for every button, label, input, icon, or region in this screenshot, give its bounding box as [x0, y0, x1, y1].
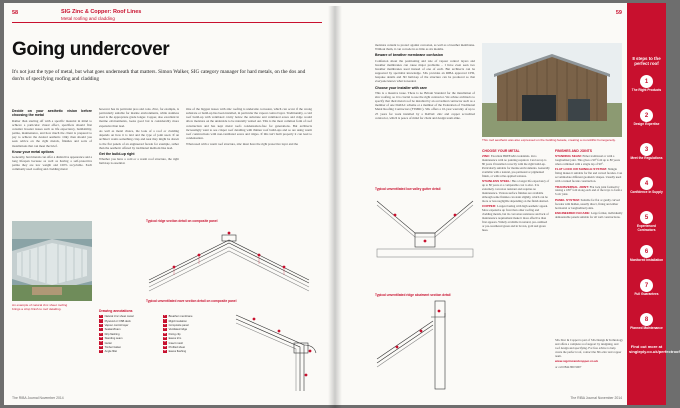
- legend-item: [99, 341, 163, 344]
- legend-label: Eaves trim: [168, 337, 182, 341]
- legend-number: 4: [164, 319, 166, 322]
- legend-item: [99, 328, 163, 331]
- drawing-title: Typical ridge section detail on composite panel: [146, 219, 218, 223]
- legend-item: [99, 333, 163, 336]
- list-item: [482, 155, 550, 178]
- paragraph: Rather than starting off with a specific material in mind to achieve a particular visual effect, specifiers should first consider broader issues such as life expectancy, buildability, patina, maintenance, and how much the client is prepared to pay to achieve the desired aesthetic. Only then should you seek advice on the right metals, finishes and sorts of installations that can meet the brief.: [12, 118, 92, 148]
- section-subtitle: Metal roofing and cladding: [61, 16, 115, 21]
- truck-supply-icon: 4: [640, 177, 653, 190]
- sidebar-footer[interactable]: Find out more at singleply.co.uk/perfectroof: [629, 344, 680, 354]
- body-column-1: [12, 107, 92, 173]
- finishes-heading: FINISHES AND JOINTS: [555, 149, 592, 153]
- sidebar-step-label: The Right Products: [631, 88, 662, 92]
- list-item: [555, 186, 623, 198]
- item-text: Large format, individually demountable panels suitable for all wall constructions.: [555, 211, 623, 220]
- sidebar-step-label: Confidence in Supply: [630, 190, 663, 194]
- legend-number: 8: [164, 328, 166, 331]
- choose-metal-heading: CHOOSE YOUR METAL: [482, 149, 520, 153]
- legend-item: [99, 337, 163, 340]
- paragraph: however has its particular pros and cons. Zinc, for example, is particularly suitable for marine environments, while stainless steel is the appropriate grade longer. Copper, also excellent in marine environments, looks good but is considerably more expensive than lead.: [99, 107, 179, 128]
- sidebar-step: [629, 177, 664, 195]
- magnifier-icon: 6: [640, 245, 653, 258]
- calendar-icon: 8: [640, 313, 653, 326]
- legend-number: 9: [100, 332, 102, 335]
- steps-sidebar: [627, 3, 680, 405]
- legend-label: Standing seam: [104, 337, 123, 341]
- legend-item: [163, 350, 227, 353]
- legend-number: 16: [163, 345, 167, 348]
- sidebar-step: [629, 313, 664, 331]
- list-item: [555, 168, 623, 184]
- legend-number: 5: [100, 323, 102, 326]
- valley-gutter-drawing: [375, 193, 475, 261]
- sidebar-step: [629, 245, 664, 263]
- sidebar-step: [629, 143, 664, 161]
- legend-item: [99, 319, 163, 322]
- subheading: Decide on your aesthetic vision before choosing the metal: [12, 109, 92, 118]
- magazine-spread: [4, 3, 680, 405]
- zinc-roof-photo: [12, 221, 92, 301]
- legend-item: [163, 337, 227, 340]
- legend-label: Gutter: [104, 341, 113, 345]
- legend-number: 2: [164, 315, 166, 318]
- sidebar-step-label: Full Guarantees: [634, 292, 659, 296]
- subheading: Beware of breather membrane confusion: [375, 53, 444, 58]
- photo-caption: This roof aesthetic was also expressed on the building facade, creating a monolithic homogeneity.: [482, 138, 616, 142]
- legend-item: [99, 346, 163, 349]
- building-facade-photo: [482, 43, 622, 137]
- legend-label: Fixing clip: [168, 332, 181, 336]
- checklist-icon: 3: [640, 143, 653, 156]
- eave-section-drawing: [234, 305, 324, 393]
- legend-label: Eaves flashing: [168, 350, 187, 354]
- ridge-section-drawing: [144, 225, 314, 295]
- contact-text: SIG Zinc & Copper is part of SIG Design & Technology and offers a complete roof support by designing, and roof design and specifying. For free advice to help create the perfect roof, contact the SIG zinc and copper team.: [555, 338, 623, 358]
- legend-label: Plywood or OSB deck: [104, 319, 131, 323]
- legend-label: Breather membrane: [168, 315, 193, 319]
- paragraph: Confusion about the positioning and role of vapour control layers and breather membranes can cause major problems – I have even seen two breather membranes used instead of one of each. But architects can be supported by specialist knowledge. SIG provides an RIBA approved CPD, bespoke details and 3D build-up of the structure can be produced so that everyone knows what is needed.: [375, 58, 475, 84]
- legend-item: [163, 324, 227, 327]
- photo-caption: An example of natural zinc sheet roofing brings a crisp finish to roof detailing.: [12, 303, 68, 311]
- sidebar-step: [629, 279, 664, 297]
- legend-number: 15: [99, 345, 103, 348]
- legend-label: Insect mesh: [168, 341, 184, 345]
- item-name: COPPER:: [482, 204, 497, 209]
- legend-label: Vapour control layer: [104, 323, 129, 327]
- legend-number: 12: [163, 337, 167, 340]
- legend-number: 13: [99, 341, 103, 344]
- drawing-title: Typical unventilated ridge abutment section detail: [375, 293, 451, 297]
- article-headline: Going undercover: [12, 39, 170, 60]
- item-name: FLAT LOCK OR SHINGLE SYSTEM:: [555, 167, 608, 172]
- legend-label: Composite panel: [168, 323, 189, 327]
- legend-label: Natural zinc sheet metal: [104, 315, 134, 319]
- metals-list: [482, 155, 550, 234]
- shield-guarantee-icon: 7: [640, 279, 653, 292]
- finishes-list: [555, 155, 623, 222]
- legend-item: [163, 315, 227, 318]
- paragraph: One of the biggest issues with zinc roofing is underside corrosion, which can occur if the wrong substrate or build-up has been installed, in particular the vapour control layer. Traditionally, a cold roof build-up with ventilated cavity below the substrate and ventilated eaves and ridge would allow moisture on the underside to be naturally vented out. This is the most common form of roof construction and has kept metal roofs condensation-free for generations. But architects increasingly want to see crisper roof detailing with thinner roof build-ups and so are using warm roof constructions with non-ventilated eaves and ridges. If this isn't built properly it can lead to condensation.: [186, 107, 312, 141]
- drawing-legend: [99, 309, 227, 354]
- hardhat-icon: 5: [640, 211, 653, 224]
- article-standfirst: It's not just the type of metal, but what goes underneath that matters. Simon Walker, SIG category manager for hard metals, on the dos and don'ts of specifying roofing and cladding: [12, 69, 306, 82]
- item-text: Shingle fixing makes it suitable for flat and curved facades. Can accommodate different geometric shapes. Usually used with a vented facade construction.: [555, 167, 623, 184]
- body-column-4: [375, 43, 475, 121]
- item-name: PANEL SYSTEM:: [555, 197, 580, 202]
- sidebar-step-label: Monitored Installation: [629, 258, 664, 262]
- item-name: STAINLESS STEEL:: [482, 179, 511, 184]
- paragraph: This is a massive issue. There is no Britain Standard for the installation of zinc roofing, so it is crucial to use the right contractor. We advise architects to specify that their metal roof be installed by an accredited contractor such as a member of one DATAC scheme or a member of the Federation of Traditional Metal Roofing Contractors (FTMRC). SIG offers a 10-year warranty of up to 25 years for work installed by a DATAC zinc and copper accredited contractor, which is peace of mind for client and design team alike.: [375, 90, 475, 120]
- item-name: ENGINEERED FACADE:: [555, 211, 591, 216]
- legend-grid: [99, 315, 227, 354]
- body-column-2: [99, 107, 179, 167]
- list-item: [482, 205, 550, 232]
- legend-item: [163, 319, 227, 322]
- sidebar-step: [629, 211, 664, 232]
- item-name: STANDING SEAM:: [555, 154, 582, 158]
- legend-item: [99, 350, 163, 353]
- sidebar-step-label: Experienced Contractors: [637, 224, 656, 232]
- section-divider: [12, 22, 322, 23]
- list-item: [555, 199, 623, 211]
- legend-label: Profiled sheet: [168, 345, 186, 349]
- legend-number: 10: [163, 332, 167, 335]
- list-item: [482, 180, 550, 203]
- legend-number: 7: [100, 328, 102, 331]
- legend-item: [163, 333, 227, 336]
- legend-number: 18: [163, 350, 167, 353]
- legend-number: 17: [99, 350, 103, 353]
- item-name: ZINC:: [482, 154, 491, 158]
- item-name: TRANSVERSAL JOINT:: [555, 184, 589, 189]
- list-item: [555, 212, 623, 220]
- legend-item: [163, 341, 227, 344]
- paragraph: moisture content to protect against corrosion, as well as a breather membrane. Without them, it can corrode in as little as six months.: [375, 43, 475, 52]
- subheading: Know your metal options: [12, 149, 54, 154]
- right-page: [335, 3, 680, 405]
- item-text: Suitable for flat or gently curved facades with hidden, usually direct, fixing and either horizontal or longitudinal joints.: [555, 197, 620, 210]
- sidebar-step: [629, 75, 664, 93]
- body-column-3: [186, 107, 312, 147]
- legend-label: Angle fillet: [104, 350, 117, 354]
- item-text: Excellent BREEAM credentials. Zero maintenance with no painting required. Can last up to 80 years if installed correctly with the right build-up. Particularly suitable for marine environments. Generally available with a natural, pre-patinated or pigmented finish, or with roller-applied textures.: [482, 154, 550, 178]
- contact-phone: or call 0844 800 9007: [555, 364, 582, 369]
- page-footer: The RIBA Journal November 2014: [570, 396, 622, 400]
- item-text: Has a longer life expectancy of up to 80 years at a comparable cost to zinc. It is extremely corrosion resistant and requires no maintenance. Various surface finishes are available although some finishes can stain slightly, which can be more or less negligible depending on the finish desired.: [482, 179, 550, 203]
- legend-item: [99, 315, 163, 318]
- sidebar-heading: 8 steps to the perfect roof: [632, 56, 661, 66]
- item-text: Flat lock joint formed by raising a 180° fold along each end of the trays to form a 'lock' joint.: [555, 184, 623, 197]
- contact-website[interactable]: www.sigzincandcopper.co.uk: [555, 359, 599, 364]
- contact-box: [555, 339, 623, 371]
- list-item: [555, 155, 623, 167]
- item-text: Longest lasting with high aesthetic appeal. More expensive up front than other roofing and cladding metals, but its corrosion resistance and lack of maintenance requirement make it more effective than first appears. Widely available in natural, pre-oxidised or pre-weathered green and in brown, gold and green hues.: [482, 204, 549, 232]
- ridge-abutment-drawing: [375, 299, 475, 391]
- legend-number: 3: [100, 319, 102, 322]
- legend-item: [163, 328, 227, 331]
- sidebar-step-label: Planned Maintenance: [630, 326, 663, 330]
- pencil-design-icon: 2: [640, 109, 653, 122]
- paragraph: As well as metal choice, the look of a roof or cladding depends on how it is laid and the type of joint used. If an architect wants something crisp and neat they might be drawn to the flat panels of an engineered facade for example, rather than the aesthetic offered by traditional methods like lead.: [99, 129, 179, 150]
- section-header: [61, 9, 311, 21]
- drawing-title: Typical unventilated eave section detail on composite panel: [146, 299, 237, 303]
- legend-number: 6: [164, 323, 166, 326]
- legend-label: Ventilated ridge: [168, 328, 188, 332]
- paragraph: When used with a warm roof structure, zinc must have the right protective layer and the: [186, 141, 299, 146]
- page-footer: The RIBA Journal November 2014: [12, 396, 64, 400]
- page-number: 59: [615, 10, 622, 16]
- legend-label: Drip flashing: [104, 332, 120, 336]
- paragraph: Generally, hard metals can offer a distinctive appearance and a long lifespan because as well as having a self-protective patina they are low weight and 100% recyclable. Each commonly used roofing and cladding metal: [12, 154, 92, 172]
- legend-number: 14: [163, 341, 167, 344]
- legend-number: 1: [100, 315, 102, 318]
- legend-label: Timber batten: [104, 345, 122, 349]
- legend-title: Drawing annotations: [99, 309, 133, 313]
- product-box-icon: 1: [640, 75, 653, 88]
- legend-number: 11: [99, 337, 102, 340]
- paragraph: Whether you have a cold or a warm roof structure, the right build-up is essential.: [99, 157, 179, 166]
- legend-item: [163, 346, 227, 349]
- legend-label: Sealant/foam: [104, 328, 121, 332]
- item-text: Either traditional or with a longitudinal joint. This gives a 90° fold up to 80 years when combined with a single lap of 90°.: [555, 154, 620, 166]
- left-page: [4, 3, 335, 405]
- section-title: SIG Zinc & Copper: Roof Lines: [61, 9, 142, 15]
- sidebar-step-label: Meet the Regulations: [630, 156, 663, 160]
- legend-item: [99, 324, 163, 327]
- sidebar-step-label: Design Expertise: [633, 122, 660, 126]
- sidebar-step: [629, 109, 664, 127]
- subheading: Get the build-up right: [99, 151, 135, 156]
- legend-label: Rigid insulation: [168, 319, 187, 323]
- subheading: Choose your installer with care: [375, 85, 427, 90]
- page-number: 58: [12, 10, 19, 16]
- drawing-title: Typical unventilated low valley gutter detail: [375, 187, 441, 191]
